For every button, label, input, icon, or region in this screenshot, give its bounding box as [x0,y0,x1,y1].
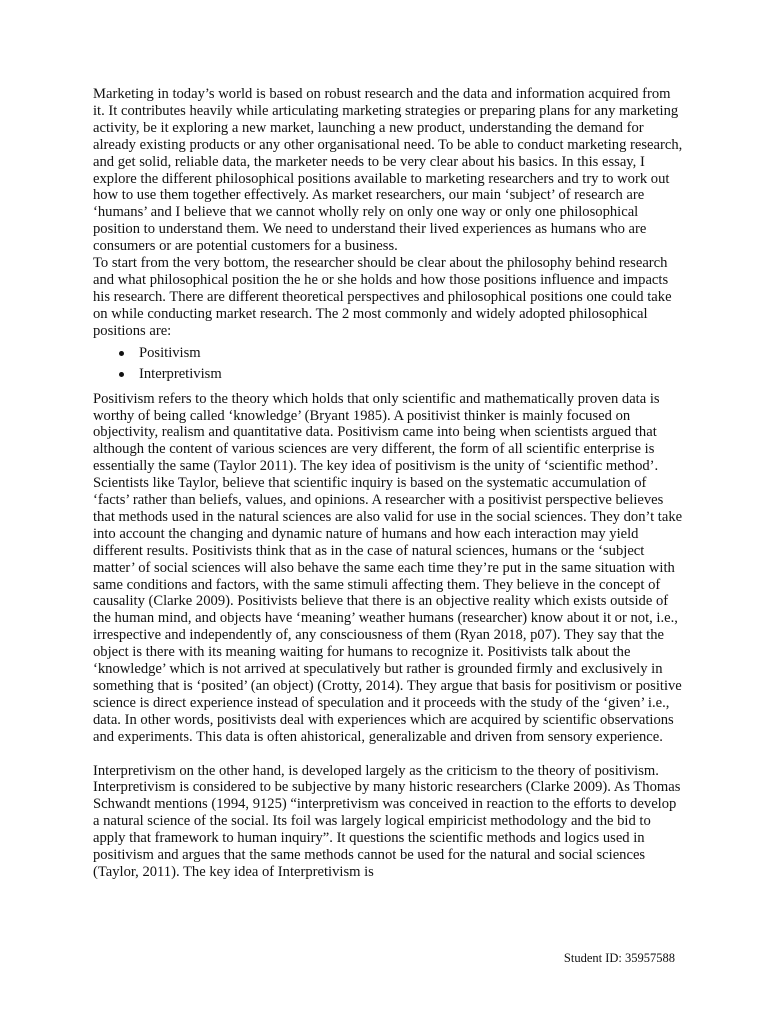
interpretivism-paragraph: Interpretivism on the other hand, is developed largely as the criticism to the theory of positivism. Interpretivism is considered to be subjective by many historic researchers (Clarke 2009). As Thomas Schwandt mentions (1994, 9125) “interpretivism was conceived in reaction to the efforts to develop a natural science of the social. Its foil was largely logical empiricist methodology and the bid to apply that framework to human inquiry”. It questions the scientific methods and logics used in positivism and argues that the same methods cannot be used for the natural and social sciences (Taylor, 2011). The key idea of Interpretivism is [93,762,681,880]
student-id-footer: Student ID: 35957588 [563,951,675,965]
intro-paragraph: Marketing in today’s world is based on robust research and the data and information acquired from it. It contributes heavily while articulating marketing strategies or preparing plans for any marketing activity, be it exploring a new market, launching a new product, understanding the demand for already existing products or any other organisational need. To be able to conduct marketing research, and get solid, reliable data, the marketer needs to be very clear about his basics. In this essay, I explore the different philosophical positions available to marketing researchers and try to work out how to use them together effectively. As market researchers, our main ‘subject’ of research are ‘humans’ and I believe that we cannot wholly rely on only one way or only one philosophical position to understand them. We need to understand their lived experiences as humans who are consumers or are potential customers for a business. [93,86,683,255]
paragraph-gap [93,746,683,763]
positions-list [93,343,683,385]
positivism-paragraph: Positivism refers to the theory which holds that only scientific and mathematically proven data is worthy of being called ‘knowledge’ (Bryant 1985). A positivist thinker is mainly focused on objectivity, realism and quantitative data. Positivism came into being when scientists argued that although the content of various sciences are very different, the form of all scientific enterprise is essentially the same (Taylor 2011). The key idea of positivism is the unity of ‘scientific method’. Scientists like Taylor, believe that scientific inquiry is based on the systematic accumulation of ‘facts’ rather than beliefs, values, and opinions. A researcher with a positivist perspective believes that methods used in the natural sciences are also valid for use in the social sciences. They don’t take into account the changing and dynamic nature of humans and how each interaction may yield different results. Positivists think that as in the case of natural sciences, humans or the ‘subject matter’ of social sciences will also behave the same each time they’re put in the same situation with same conditions and factors, with the same stimuli affecting them. They believe in the concept of causality (Clarke 2009). Positivists believe that there is an objective reality which exists outside of the human mind, and objects have ‘meaning’ weather humans (researcher) know about it or not, i.e., irrespective and independently of, any consciousness of them (Ryan 2018, p07). They say that the object is there with its meaning waiting for humans to recognize it. Positivists talk about the ‘knowledge’ which is not arrived at speculatively but rather is grounded firmly and exclusively in something that is ‘posited’ (an object) (Crotty, 2014). They argue that basis for positivism or positive science is direct experience instead of speculation and it proceeds with the study of the ‘given’ i.e., data. In other words, positivists deal with experiences which are acquired by scientific observations and experiments. This data is often ahistorical, generalizable and driven from sensory experience. [93,390,683,745]
list-item: Interpretivism [119,364,683,385]
essay-body [93,86,683,881]
second-paragraph: To start from the very bottom, the researcher should be clear about the philosophy behind research and what philosophical position the he or she holds and how those positions influence and impacts his research. There are different theoretical perspectives and philosophical positions one could take on while conducting market research. The 2 most commonly and widely adopted philosophical positions are: [93,255,672,339]
list-item: Positivism [119,343,683,364]
